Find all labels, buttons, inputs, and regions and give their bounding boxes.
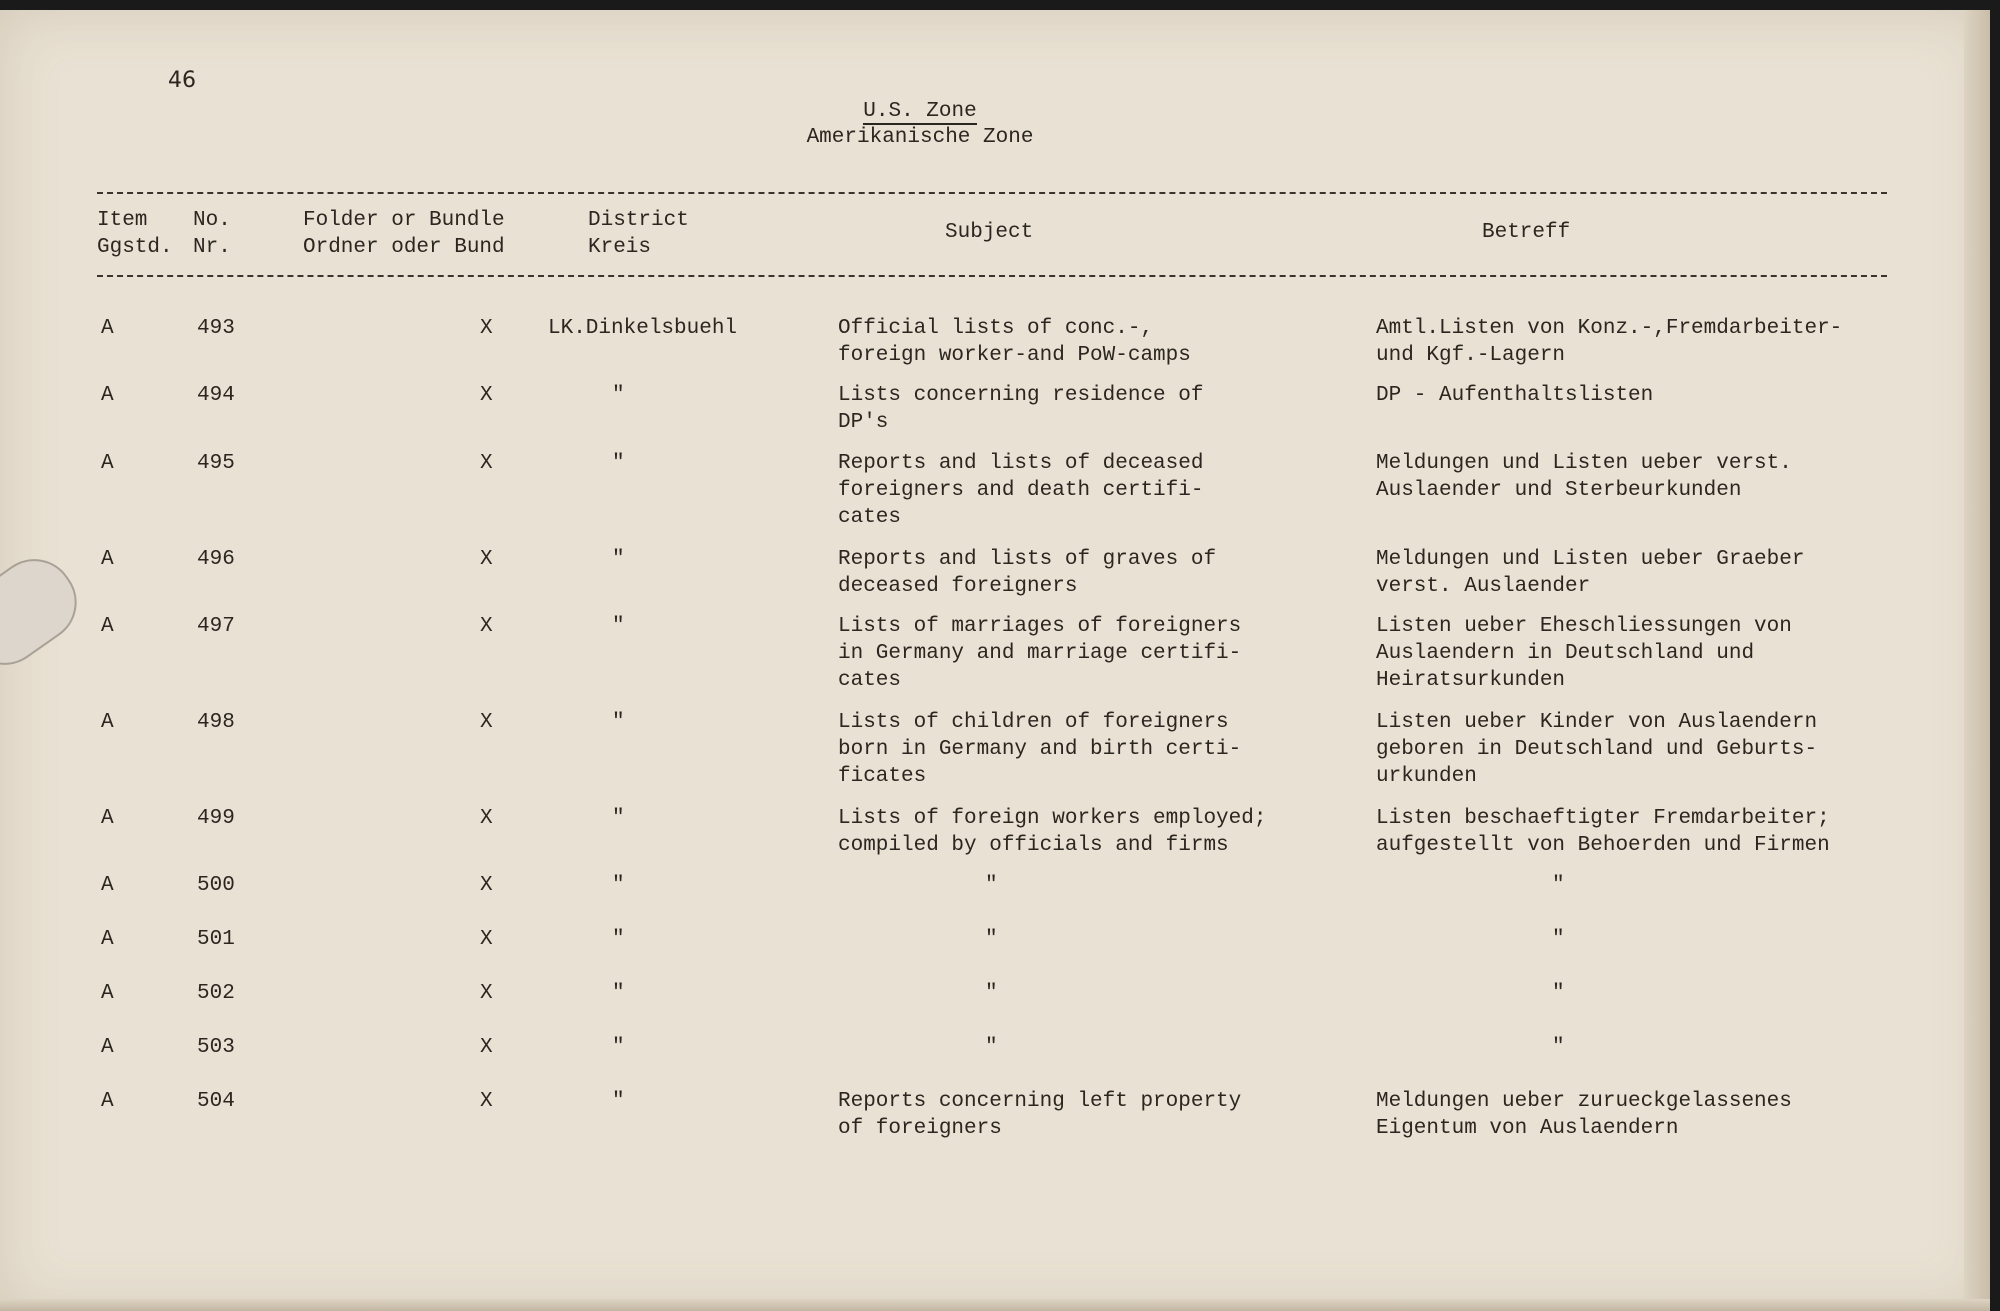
cell-betreff-line: Eigentum von Auslaendern [1376,1117,1679,1140]
cell-subject-line: Lists of foreign workers employed; [838,807,1267,830]
cell-subject-line: " [985,1036,998,1059]
cell-folder-line: X [480,711,493,734]
cell-no-line: 502 [197,982,235,1005]
cell-betreff-line: Meldungen ueber zurueckgelassenes [1376,1090,1792,1113]
cell-subject-line: " [985,928,998,951]
cell-item-line: A [101,874,114,897]
cell-district-line: " [612,874,625,897]
header-district-de: Kreis [588,236,652,259]
cell-no [197,805,235,832]
cell-subject-line: " [985,874,998,897]
cell-no-line: 497 [197,615,235,638]
cell-no-line: 498 [197,711,235,734]
cell-folder-line: X [480,1036,493,1059]
cell-item [101,450,114,477]
cell-item [101,1088,114,1115]
cell-betreff-line: und Kgf.-Lagern [1376,344,1566,367]
page-title [0,100,1840,123]
cell-district-line: " [612,615,625,638]
cell-betreff [1376,315,1842,369]
cell-betreff [1552,872,1565,899]
cell-subject-line: Reports and lists of graves of [838,548,1217,571]
header-folder-de: Ordner oder Bund [303,236,505,259]
cell-item-line: A [101,711,114,734]
cell-district-line: " [612,1036,625,1059]
cell-district-line: LK.Dinkelsbuehl [548,317,738,340]
cell-subject-line: born in Germany and birth certi- [838,738,1242,761]
cell-betreff [1552,926,1565,953]
cell-betreff [1376,546,1804,600]
header-folder-en: Folder or Bundle [303,209,505,232]
cell-subject [838,450,1203,531]
cell-no-line: 499 [197,807,235,830]
cell-district [612,926,625,953]
cell-no [197,613,235,640]
cell-subject-line: compiled by officials and firms [838,834,1229,857]
cell-folder [480,1088,493,1115]
cell-district [612,709,625,736]
cell-folder-line: X [480,615,493,638]
cell-subject-line: Lists of marriages of foreigners [838,615,1242,638]
cell-no [197,709,235,736]
cell-no [197,872,235,899]
cell-district [612,613,625,640]
cell-subject-line: of foreigners [838,1117,1002,1140]
cell-subject-line: " [985,982,998,1005]
cell-item-line: A [101,452,114,475]
page-edge-bottom [0,1299,1990,1311]
header-betreff: Betreff [1482,221,1571,244]
cell-item-line: A [101,317,114,340]
page-title-text: U.S. Zone [863,100,977,123]
cell-no [197,1034,235,1061]
cell-folder-line: X [480,1090,493,1113]
cell-no-line: 501 [197,928,235,951]
cell-betreff [1552,980,1565,1007]
cell-betreff [1376,805,1830,859]
cell-subject-line: Reports concerning left property [838,1090,1242,1113]
cell-subject-line: Lists of children of foreigners [838,711,1229,734]
cell-no-line: 493 [197,317,235,340]
cell-no [197,315,235,342]
cell-folder [480,315,493,342]
document-page [0,10,1990,1311]
cell-item [101,315,114,342]
cell-betreff-line: Listen ueber Kinder von Auslaendern [1376,711,1818,734]
cell-item [101,872,114,899]
header-item-en: Item [97,209,148,232]
cell-betreff-line: " [1552,982,1565,1005]
cell-betreff-line: Meldungen und Listen ueber Graeber [1376,548,1805,571]
cell-folder [480,450,493,477]
cell-district [612,805,625,832]
cell-betreff-line: Auslaendern in Deutschland und [1376,642,1755,665]
header-district-en: District [588,209,689,232]
cell-betreff-line: Heiratsurkunden [1376,669,1566,692]
cell-district-line: " [612,711,625,734]
cell-betreff-line: aufgestellt von Behoerden und Firmen [1376,834,1830,857]
cell-subject-line: in Germany and marriage certifi- [838,642,1242,665]
header-district [588,207,689,261]
cell-betreff-line: Meldungen und Listen ueber verst. [1376,452,1792,475]
cell-subject-line: Reports and lists of deceased [838,452,1204,475]
cell-item [101,1034,114,1061]
cell-district [612,546,625,573]
cell-item-line: A [101,1090,114,1113]
cell-district [612,1034,625,1061]
cell-betreff [1376,709,1817,790]
cell-folder-line: X [480,928,493,951]
cell-subject [838,709,1241,790]
cell-subject-line: cates [838,669,902,692]
cell-subject [838,805,1266,859]
cell-district-line: " [612,548,625,571]
cell-subject-line: deceased foreigners [838,575,1078,598]
cell-folder [480,382,493,409]
header-no-de: Nr. [193,236,231,259]
cell-betreff-line: geboren in Deutschland und Geburts- [1376,738,1818,761]
page-edge-right [1964,10,1990,1311]
cell-folder [480,613,493,640]
cell-betreff-line: Listen ueber Eheschliessungen von [1376,615,1792,638]
cell-subject-line: Official lists of conc.-, [838,317,1154,340]
cell-betreff-line: Listen beschaeftigter Fremdarbeiter; [1376,807,1830,830]
cell-district [612,980,625,1007]
cell-betreff [1376,450,1792,504]
cell-district [612,382,625,409]
cell-subject-line: DP's [838,411,889,434]
cell-folder [480,926,493,953]
cell-betreff-line: " [1552,874,1565,897]
cell-subject-line: foreigners and death certifi- [838,479,1204,502]
cell-subject [985,926,998,953]
cell-no-line: 500 [197,874,235,897]
cell-no [197,450,235,477]
cell-folder-line: X [480,548,493,571]
cell-district-line: " [612,384,625,407]
cell-no [197,1088,235,1115]
cell-betreff-line: " [1552,1036,1565,1059]
cell-folder-line: X [480,384,493,407]
cell-subject [838,546,1216,600]
cell-item [101,805,114,832]
cell-folder-line: X [480,317,493,340]
cell-folder [480,872,493,899]
cell-subject [838,613,1241,694]
cell-district [548,315,737,342]
cell-district-line: " [612,807,625,830]
cell-item-line: A [101,384,114,407]
header-item-de: Ggstd. [97,236,173,259]
cell-district-line: " [612,1090,625,1113]
cell-item [101,382,114,409]
cell-subject-line: Lists concerning residence of [838,384,1204,407]
cell-subject [985,1034,998,1061]
cell-betreff-line: DP - Aufenthaltslisten [1376,384,1654,407]
page-subtitle: Amerikanische Zone [806,126,1034,149]
page-number: 46 [168,68,196,93]
header-no [193,207,231,261]
index-tab [0,543,92,680]
header-bottom-rule [97,275,1887,277]
cell-folder [480,805,493,832]
cell-no-line: 504 [197,1090,235,1113]
cell-item-line: A [101,928,114,951]
cell-no [197,980,235,1007]
cell-item [101,546,114,573]
header-top-rule [97,192,1887,194]
cell-folder [480,546,493,573]
cell-no-line: 494 [197,384,235,407]
cell-folder-line: X [480,982,493,1005]
cell-no-line: 496 [197,548,235,571]
cell-district-line: " [612,982,625,1005]
cell-subject [838,382,1203,436]
cell-item-line: A [101,548,114,571]
cell-no-line: 495 [197,452,235,475]
cell-no-line: 503 [197,1036,235,1059]
cell-folder [480,1034,493,1061]
cell-folder [480,709,493,736]
cell-district [612,1088,625,1115]
cell-item-line: A [101,615,114,638]
cell-district-line: " [612,928,625,951]
cell-folder-line: X [480,452,493,475]
cell-item [101,980,114,1007]
cell-subject [985,872,998,899]
cell-betreff [1376,1088,1792,1142]
cell-no [197,546,235,573]
cell-district-line: " [612,452,625,475]
cell-item [101,709,114,736]
cell-betreff-line: Auslaender und Sterbeurkunden [1376,479,1742,502]
cell-betreff-line: " [1552,928,1565,951]
cell-subject-line: cates [838,506,902,529]
cell-district [612,872,625,899]
cell-no [197,382,235,409]
cell-item-line: A [101,807,114,830]
cell-subject-line: foreign worker-and PoW-camps [838,344,1191,367]
cell-subject-line: ficates [838,765,927,788]
header-folder [303,207,505,261]
cell-betreff [1552,1034,1565,1061]
cell-betreff-line: verst. Auslaender [1376,575,1591,598]
cell-item [101,613,114,640]
cell-no [197,926,235,953]
cell-betreff-line: urkunden [1376,765,1477,788]
header-subject: Subject [945,221,1034,244]
cell-folder-line: X [480,807,493,830]
cell-folder-line: X [480,874,493,897]
cell-item [101,926,114,953]
cell-subject [838,1088,1241,1142]
cell-item-line: A [101,982,114,1005]
cell-subject [985,980,998,1007]
header-item [97,207,173,261]
cell-folder [480,980,493,1007]
cell-item-line: A [101,1036,114,1059]
cell-betreff [1376,382,1653,409]
cell-subject [838,315,1191,369]
cell-betreff [1376,613,1792,694]
cell-district [612,450,625,477]
header-no-en: No. [193,209,231,232]
cell-betreff-line: Amtl.Listen von Konz.-,Fremdarbeiter- [1376,317,1843,340]
